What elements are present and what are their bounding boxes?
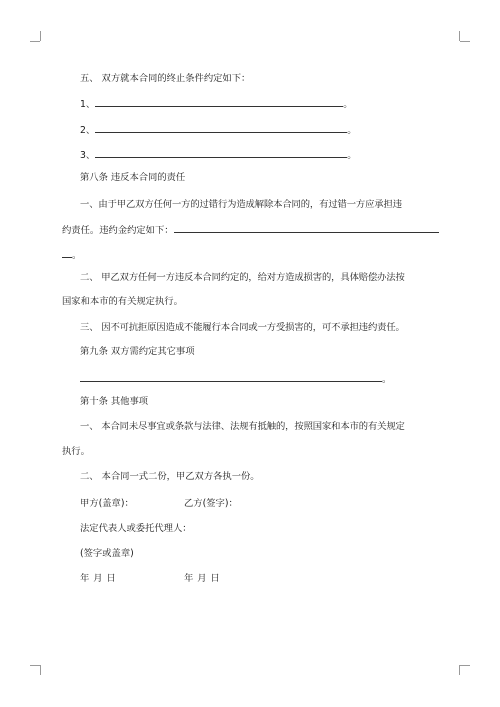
- article-10-para-2: 二、 本合同一式二份，甲乙双方各执一份。: [80, 471, 260, 482]
- crop-mark-top-left-h: [30, 41, 40, 42]
- termination-item-3: 3、 。: [80, 150, 357, 161]
- legal-representative-label: 法定代表人或委托代理人：: [80, 523, 192, 534]
- article-8-para-1-line-1: 一、由于甲乙双方任何一方的过错行为造成解除本合同的，有过错一方应承担违: [80, 199, 402, 210]
- article-10-para-1-line-1: 一、 本合同未尽事宜或条款与法律、法规有抵触的，按照国家和本市的有关规定: [80, 421, 405, 432]
- fill-blank[interactable]: [95, 123, 347, 133]
- article-8-para-2-line-2: 国家和本市的有关规定执行。: [62, 296, 183, 307]
- fill-blank[interactable]: [95, 148, 347, 158]
- termination-item-2: 2、 。: [80, 125, 357, 136]
- party-b-date: 年 月 日: [184, 573, 220, 584]
- other-matters-fill-blank[interactable]: [80, 372, 382, 382]
- article-8-para-2-line-1: 二、 甲乙双方任何一方违反本合同约定的，给对方造成损害的，具体赔偿办法按: [80, 272, 405, 283]
- article-8-para-1-line-2: 约责任。违约金约定如下：: [62, 223, 439, 237]
- sign-or-seal-note: (签字或盖章): [80, 548, 134, 559]
- article-8-para-3: 三、 因不可抗拒原因造成不能履行本合同或一方受损害的，可不承担违约责任。: [80, 322, 405, 333]
- crop-mark-top-right-v: [459, 31, 460, 41]
- crop-mark-bottom-left-h: [30, 665, 40, 666]
- article-9-title: 第九条 双方需约定其它事项: [80, 346, 195, 357]
- article-8-para-1-line-3: 。: [62, 248, 81, 262]
- article-10-para-1-line-2: 执行。: [62, 446, 90, 457]
- fill-blank[interactable]: [95, 97, 343, 107]
- penalty-fill-blank-cont[interactable]: [62, 248, 72, 258]
- party-b-label: 乙方(签字)：: [184, 498, 238, 509]
- termination-item-1: 1、 。: [80, 99, 353, 110]
- crop-mark-bottom-left-v: [40, 665, 41, 675]
- crop-mark-top-right-h: [460, 41, 470, 42]
- article-8-title: 第八条 违反本合同的责任: [80, 172, 186, 183]
- crop-mark-bottom-right-h: [460, 665, 470, 666]
- crop-mark-top-left-v: [40, 31, 41, 41]
- penalty-fill-blank[interactable]: [174, 223, 439, 233]
- article-10-title: 第十条 其他事项: [80, 396, 149, 407]
- article-9-fill-line: 。: [80, 372, 391, 386]
- crop-mark-bottom-right-v: [459, 665, 460, 675]
- party-a-date: 年 月 日: [80, 573, 116, 584]
- section-5-title: 五、 双方就本合同的终止条件约定如下：: [80, 73, 251, 84]
- party-a-label: 甲方(盖章)：: [80, 498, 134, 509]
